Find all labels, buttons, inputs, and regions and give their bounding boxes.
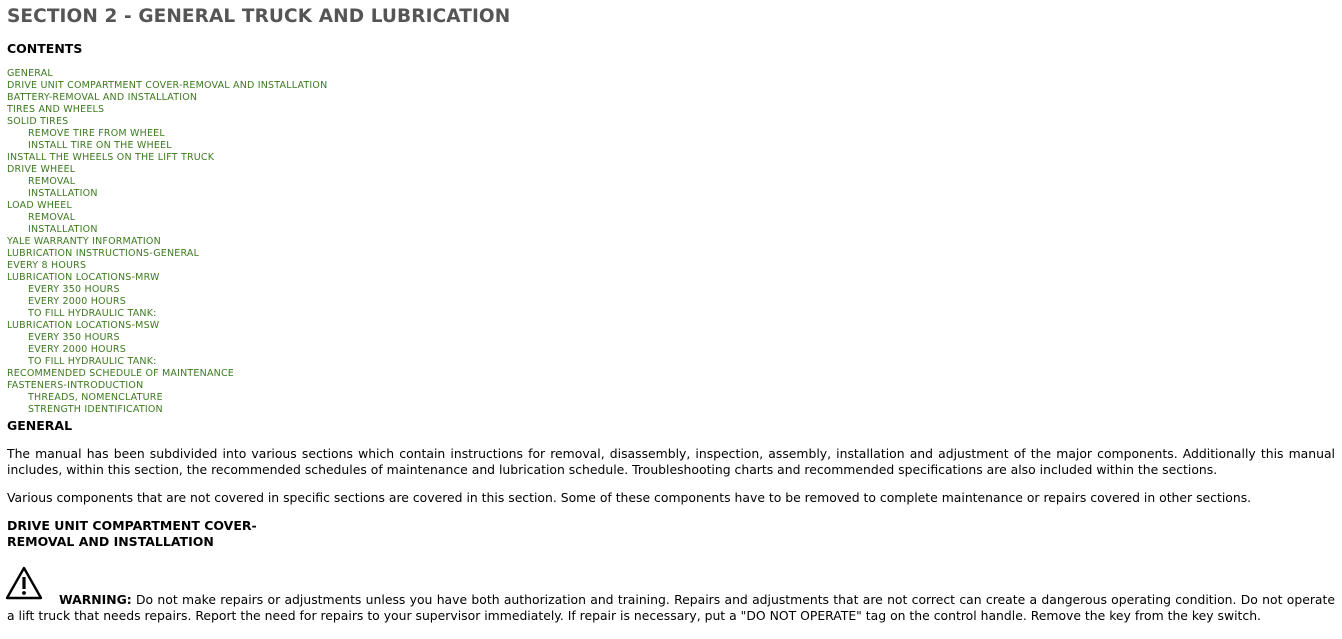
toc-link-general[interactable]: GENERAL: [7, 68, 53, 79]
toc-link-to-fill-hydraulic-tank[interactable]: TO FILL HYDRAULIC TANK:: [28, 356, 157, 367]
contents-heading: CONTENTS: [7, 41, 83, 56]
toc-link-every-2000-hours[interactable]: EVERY 2000 HOURS: [28, 296, 126, 307]
toc-link-tires-and-wheels[interactable]: TIRES AND WHEELS: [7, 104, 105, 115]
toc-link-yale-warranty-information[interactable]: YALE WARRANTY INFORMATION: [7, 236, 161, 247]
toc-link-installation[interactable]: INSTALLATION: [28, 188, 98, 199]
toc-link-battery-removal-and-installation[interactable]: BATTERY-REMOVAL AND INSTALLATION: [7, 92, 198, 103]
toc-link-to-fill-hydraulic-tank[interactable]: TO FILL HYDRAULIC TANK:: [28, 308, 157, 319]
toc-link-strength-identification[interactable]: STRENGTH IDENTIFICATION: [28, 404, 163, 415]
table-of-contents: [7, 68, 327, 416]
drive-unit-heading-line1: DRIVE UNIT COMPARTMENT COVER-: [7, 518, 257, 533]
warning-text: Do not make repairs or adjustments unless you have both authorization and training. Repairs and adjustments that are not correct can create a dangerous operating condition. Do not operate a lift truck that needs repairs. Report the need for repairs to your supervisor immediately. If repair is necessary, put a "DO NOT OPERATE" tag on the control handle. Remove the key from the key switch.: [7, 592, 1335, 623]
toc-link-every-350-hours[interactable]: EVERY 350 HOURS: [28, 284, 120, 295]
drive-unit-heading: [7, 518, 257, 550]
toc-link-removal[interactable]: REMOVAL: [28, 212, 76, 223]
toc-link-every-350-hours[interactable]: EVERY 350 HOURS: [28, 332, 120, 343]
toc-link-recommended-schedule-of-maintenance[interactable]: RECOMMENDED SCHEDULE OF MAINTENANCE: [7, 368, 234, 379]
general-heading: GENERAL: [7, 418, 73, 433]
toc-link-load-wheel[interactable]: LOAD WHEEL: [7, 200, 72, 211]
toc-link-installation[interactable]: INSTALLATION: [28, 224, 98, 235]
toc-link-install-tire-on-the-wheel[interactable]: INSTALL TIRE ON THE WHEEL: [28, 140, 172, 151]
toc-link-install-the-wheels-on-the-lift-truck[interactable]: INSTALL THE WHEELS ON THE LIFT TRUCK: [7, 152, 215, 163]
toc-link-every-8-hours[interactable]: EVERY 8 HOURS: [7, 260, 87, 271]
drive-unit-heading-line2: REMOVAL AND INSTALLATION: [7, 534, 214, 549]
toc-link-drive-wheel[interactable]: DRIVE WHEEL: [7, 164, 76, 175]
toc-link-lubrication-locations-msw[interactable]: LUBRICATION LOCATIONS-MSW: [7, 320, 160, 331]
page-title: SECTION 2 - GENERAL TRUCK AND LUBRICATION: [7, 6, 511, 27]
general-paragraph-1: The manual has been subdivided into various sections which contain instructions for removal, disassembly, inspection, assembly, installation and adjustment of the major components. Additionally this manual includes, within this section, the recommended schedules of maintenance and lubrication schedule. Troubleshooting charts and recommended specifications are also included within the sections.: [7, 446, 1335, 477]
toc-link-threads-nomenclature[interactable]: THREADS, NOMENCLATURE: [28, 392, 163, 403]
toc-link-every-2000-hours[interactable]: EVERY 2000 HOURS: [28, 344, 126, 355]
warning-label: WARNING:: [59, 592, 132, 607]
warning-paragraph: [7, 592, 1335, 624]
warning-triangle-icon: [5, 566, 43, 600]
toc-link-fasteners-introduction[interactable]: FASTENERS-INTRODUCTION: [7, 380, 144, 391]
toc-link-remove-tire-from-wheel[interactable]: REMOVE TIRE FROM WHEEL: [28, 128, 165, 139]
toc-link-lubrication-instructions-general[interactable]: LUBRICATION INSTRUCTIONS-GENERAL: [7, 248, 200, 259]
general-paragraph-2: Various components that are not covered in specific sections are covered in this section. Some of these components have to be removed to complete maintenance or repairs covered in other sections.: [7, 490, 1252, 505]
toc-link-removal[interactable]: REMOVAL: [28, 176, 76, 187]
toc-link-solid-tires[interactable]: SOLID TIRES: [7, 116, 69, 127]
toc-link-lubrication-locations-mrw[interactable]: LUBRICATION LOCATIONS-MRW: [7, 272, 160, 283]
toc-link-drive-unit-compartment-cover-removal-and-installation[interactable]: DRIVE UNIT COMPARTMENT COVER-REMOVAL AND INSTALLATION: [7, 80, 328, 91]
